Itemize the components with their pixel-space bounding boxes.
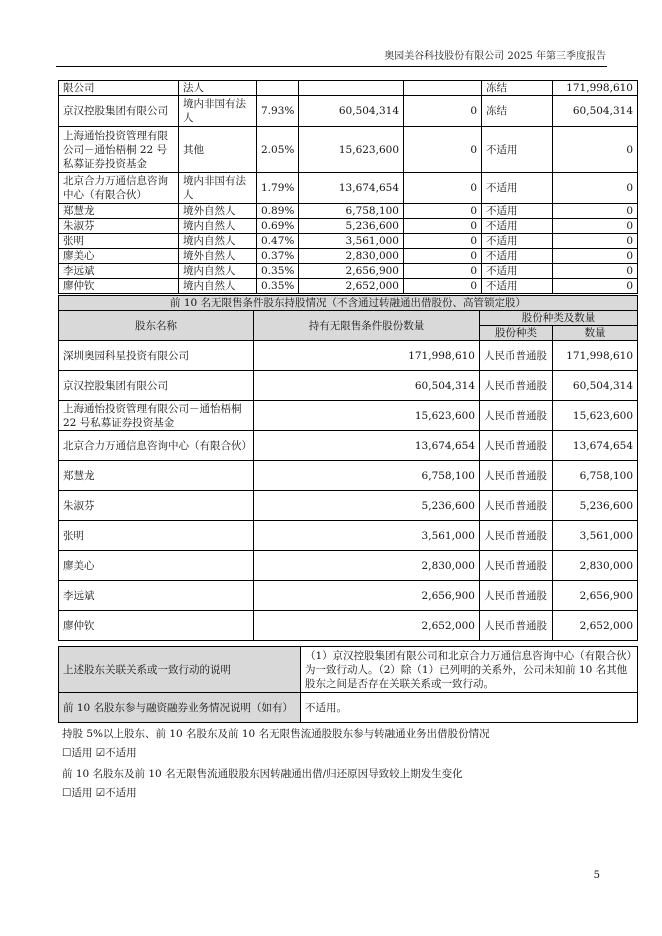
shareholder-type: 法人 bbox=[179, 81, 257, 96]
shareholder-name: 京汉控股集团有限公司 bbox=[59, 371, 254, 401]
lending-change-options: ☐适用 ☑不适用 bbox=[62, 787, 137, 799]
table-row bbox=[59, 647, 638, 693]
share-qty: 2,656,900 bbox=[553, 581, 638, 611]
table-header-row bbox=[59, 311, 638, 326]
table-row bbox=[59, 127, 638, 173]
holding-shares: 60,504,314 bbox=[299, 96, 404, 127]
share-qty: 2,652,000 bbox=[553, 611, 638, 641]
restricted-shares: 0 bbox=[404, 249, 482, 264]
table-row bbox=[59, 279, 638, 294]
lending-disclosure-question: 持股 5%以上股东、前 10 名股东及前 10 名无限售流通股股东参与转融通业务出借股份情况 bbox=[62, 728, 490, 740]
unrestricted-shares: 2,652,000 bbox=[254, 611, 480, 641]
section-title: 前 10 名无限售条件股东持股情况（不含通过转融通出借股份、高管锁定股） bbox=[59, 296, 638, 311]
pledge-status: 不适用 bbox=[482, 204, 553, 219]
restricted-shares: 0 bbox=[404, 264, 482, 279]
holding-ratio: 7.93% bbox=[257, 96, 299, 127]
shareholder-name: 李远斌 bbox=[59, 264, 179, 279]
share-kind: 人民币普通股 bbox=[480, 401, 553, 431]
share-qty: 2,830,000 bbox=[553, 551, 638, 581]
unrestricted-shares: 15,623,600 bbox=[254, 401, 480, 431]
table-row bbox=[59, 693, 638, 723]
pledge-status: 冻结 bbox=[482, 96, 553, 127]
shareholder-type: 境内非国有法人 bbox=[179, 96, 257, 127]
share-qty: 60,504,314 bbox=[553, 371, 638, 401]
table-row bbox=[59, 81, 638, 96]
holding-shares bbox=[299, 81, 404, 96]
shareholder-name: 张明 bbox=[59, 234, 179, 249]
shareholder-type: 境内自然人 bbox=[179, 234, 257, 249]
shareholder-name: 李远斌 bbox=[59, 581, 254, 611]
share-kind: 人民币普通股 bbox=[480, 491, 553, 521]
relations-label: 上述股东关联关系或一致行动的说明 bbox=[59, 647, 301, 693]
unrestricted-shares: 5,236,600 bbox=[254, 491, 480, 521]
shareholder-name: 张明 bbox=[59, 521, 254, 551]
table-row bbox=[59, 264, 638, 279]
pledged-qty: 0 bbox=[553, 219, 638, 234]
holding-ratio: 0.37% bbox=[257, 249, 299, 264]
restricted-shares: 0 bbox=[404, 204, 482, 219]
table-row bbox=[59, 96, 638, 127]
page-header-title: 奥园美谷科技股份有限公司 2025 年第三季度报告 bbox=[384, 51, 606, 62]
col-header-kind-group: 股份种类及数量 bbox=[480, 311, 638, 326]
share-qty: 3,561,000 bbox=[553, 521, 638, 551]
financing-label: 前 10 名股东参与融资融券业务情况说明（如有） bbox=[59, 693, 301, 723]
table-row bbox=[59, 249, 638, 264]
share-qty: 5,236,600 bbox=[553, 491, 638, 521]
unrestricted-shares: 2,656,900 bbox=[254, 581, 480, 611]
share-qty: 13,674,654 bbox=[553, 431, 638, 461]
table-row bbox=[59, 341, 638, 371]
share-qty: 171,998,610 bbox=[553, 341, 638, 371]
shareholder-type: 境外自然人 bbox=[179, 204, 257, 219]
holding-ratio: 1.79% bbox=[257, 173, 299, 204]
shareholder-name: 郑慧龙 bbox=[59, 204, 179, 219]
pledged-qty: 0 bbox=[553, 234, 638, 249]
restricted-shares: 0 bbox=[404, 96, 482, 127]
shareholder-name: 廖美心 bbox=[59, 249, 179, 264]
pledged-qty: 0 bbox=[553, 173, 638, 204]
pledge-status: 冻结 bbox=[482, 81, 553, 96]
shareholder-name: 廖仲钦 bbox=[59, 279, 179, 294]
shareholder-name: 郑慧龙 bbox=[59, 461, 254, 491]
pledge-status: 不适用 bbox=[482, 249, 553, 264]
unrestricted-shares: 13,674,654 bbox=[254, 431, 480, 461]
shareholder-name: 北京合力万通信息咨询中心（有限合伙） bbox=[59, 431, 254, 461]
col-header-shares: 持有无限售条件股份数量 bbox=[254, 311, 480, 341]
notes-table bbox=[58, 646, 638, 723]
share-kind: 人民币普通股 bbox=[480, 581, 553, 611]
pledge-status: 不适用 bbox=[482, 264, 553, 279]
unrestricted-shares: 3,561,000 bbox=[254, 521, 480, 551]
holding-ratio: 0.69% bbox=[257, 219, 299, 234]
shareholder-name: 北京合力万通信息咨询中心（有限合伙） bbox=[59, 173, 179, 204]
shareholder-type: 境内自然人 bbox=[179, 264, 257, 279]
share-qty: 15,623,600 bbox=[553, 401, 638, 431]
share-kind: 人民币普通股 bbox=[480, 431, 553, 461]
table-row bbox=[59, 219, 638, 234]
pledged-qty: 0 bbox=[553, 279, 638, 294]
shareholder-type: 境内非国有法人 bbox=[179, 173, 257, 204]
restricted-shares: 0 bbox=[404, 279, 482, 294]
holding-shares: 15,623,600 bbox=[299, 127, 404, 173]
col-header-kind: 股份种类 bbox=[480, 326, 553, 341]
shareholder-name: 朱淑芬 bbox=[59, 219, 179, 234]
table-row bbox=[59, 173, 638, 204]
pledge-status: 不适用 bbox=[482, 173, 553, 204]
col-header-name: 股东名称 bbox=[59, 311, 254, 341]
pledged-qty: 0 bbox=[553, 249, 638, 264]
shareholder-name: 深圳奥园科星投资有限公司 bbox=[59, 341, 254, 371]
restricted-shares: 0 bbox=[404, 234, 482, 249]
top10-shareholders-table bbox=[58, 80, 638, 294]
pledged-qty: 60,504,314 bbox=[553, 96, 638, 127]
shareholder-name: 廖仲钦 bbox=[59, 611, 254, 641]
holding-shares: 2,656,900 bbox=[299, 264, 404, 279]
shareholder-type: 其他 bbox=[179, 127, 257, 173]
table-row bbox=[59, 611, 638, 641]
shareholder-name: 上海通怡投资管理有限公司－通怡梧桐 22 号私募证券投资基金 bbox=[59, 401, 254, 431]
table-row bbox=[59, 431, 638, 461]
shareholder-type: 境内自然人 bbox=[179, 219, 257, 234]
holding-ratio: 0.47% bbox=[257, 234, 299, 249]
share-qty: 6,758,100 bbox=[553, 461, 638, 491]
table-row bbox=[59, 521, 638, 551]
shareholder-name: 上海通怡投资管理有限公司－通怡梧桐 22 号私募证券投资基金 bbox=[59, 127, 179, 173]
holding-ratio: 2.05% bbox=[257, 127, 299, 173]
share-kind: 人民币普通股 bbox=[480, 341, 553, 371]
shareholder-name: 朱淑芬 bbox=[59, 491, 254, 521]
share-kind: 人民币普通股 bbox=[480, 461, 553, 491]
share-kind: 人民币普通股 bbox=[480, 611, 553, 641]
holding-shares: 6,758,100 bbox=[299, 204, 404, 219]
table-row bbox=[59, 371, 638, 401]
share-kind: 人民币普通股 bbox=[480, 551, 553, 581]
header-rule bbox=[56, 66, 607, 67]
unrestricted-shares: 171,998,610 bbox=[254, 341, 480, 371]
relations-text: （1）京汉控股集团有限公司和北京合力万通信息咨询中心（有限合伙）为一致行动人。（2）除（1）已列明的关系外，公司未知前 10 名其他股东之间是否存在关联关系或一致行动。 bbox=[301, 647, 638, 693]
unrestricted-shares: 60,504,314 bbox=[254, 371, 480, 401]
holding-ratio: 0.35% bbox=[257, 264, 299, 279]
pledge-status: 不适用 bbox=[482, 127, 553, 173]
holding-ratio: 0.89% bbox=[257, 204, 299, 219]
pledge-status: 不适用 bbox=[482, 279, 553, 294]
unrestricted-shares: 2,830,000 bbox=[254, 551, 480, 581]
table-row bbox=[59, 461, 638, 491]
restricted-shares: 0 bbox=[404, 173, 482, 204]
col-header-qty: 数量 bbox=[553, 326, 638, 341]
unrestricted-shareholders-table bbox=[58, 295, 638, 641]
shareholder-type: 境外自然人 bbox=[179, 249, 257, 264]
unrestricted-shares: 6,758,100 bbox=[254, 461, 480, 491]
shareholder-name: 廖美心 bbox=[59, 551, 254, 581]
table-row bbox=[59, 296, 638, 311]
pledge-status: 不适用 bbox=[482, 234, 553, 249]
restricted-shares bbox=[404, 81, 482, 96]
holding-shares: 2,652,000 bbox=[299, 279, 404, 294]
table-row bbox=[59, 401, 638, 431]
page-number: 5 bbox=[593, 870, 600, 881]
pledged-qty: 0 bbox=[553, 204, 638, 219]
pledge-status: 不适用 bbox=[482, 219, 553, 234]
holding-shares: 2,830,000 bbox=[299, 249, 404, 264]
share-kind: 人民币普通股 bbox=[480, 521, 553, 551]
restricted-shares: 0 bbox=[404, 219, 482, 234]
table-row bbox=[59, 551, 638, 581]
table-row bbox=[59, 581, 638, 611]
share-kind: 人民币普通股 bbox=[480, 371, 553, 401]
holding-shares: 13,674,654 bbox=[299, 173, 404, 204]
shareholder-name: 限公司 bbox=[59, 81, 179, 96]
shareholder-type: 境内自然人 bbox=[179, 279, 257, 294]
holding-ratio: 0.35% bbox=[257, 279, 299, 294]
lending-change-question: 前 10 名股东及前 10 名无限售流通股股东因转融通出借/归还原因导致较上期发生变化 bbox=[62, 768, 463, 780]
table-row bbox=[59, 234, 638, 249]
pledged-qty: 171,998,610 bbox=[553, 81, 638, 96]
holding-shares: 5,236,600 bbox=[299, 219, 404, 234]
pledged-qty: 0 bbox=[553, 127, 638, 173]
table-row bbox=[59, 491, 638, 521]
shareholder-name: 京汉控股集团有限公司 bbox=[59, 96, 179, 127]
holding-ratio bbox=[257, 81, 299, 96]
pledged-qty: 0 bbox=[553, 264, 638, 279]
financing-text: 不适用。 bbox=[301, 693, 638, 723]
holding-shares: 3,561,000 bbox=[299, 234, 404, 249]
table-row bbox=[59, 204, 638, 219]
lending-disclosure-options: ☐适用 ☑不适用 bbox=[62, 747, 137, 759]
restricted-shares: 0 bbox=[404, 127, 482, 173]
